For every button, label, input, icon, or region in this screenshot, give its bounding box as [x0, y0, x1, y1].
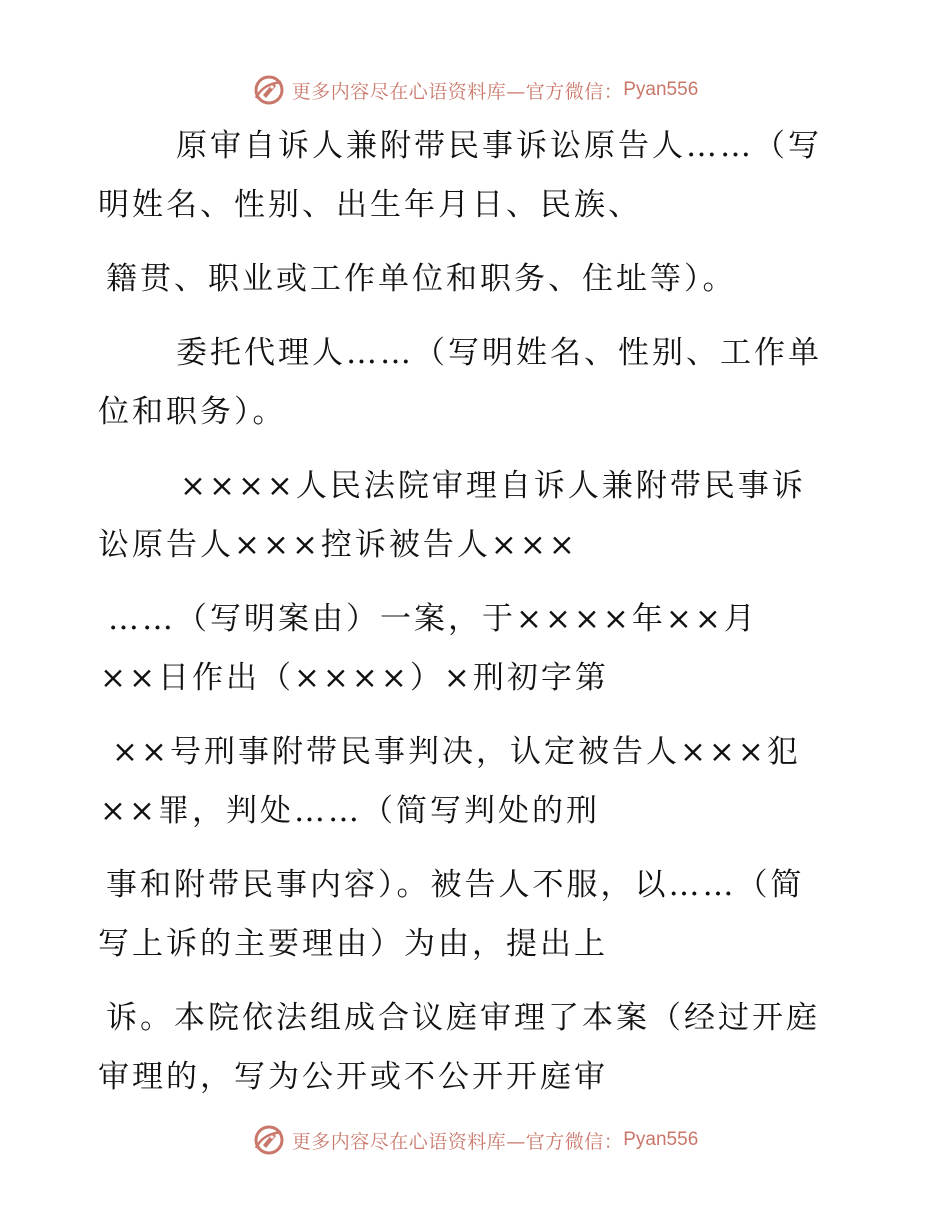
body-line-13: 写上诉的主要理由）为由，提出上 [98, 926, 608, 962]
body-line-7: 讼原告人×××控诉被告人××× [98, 527, 578, 563]
header-wechat-id: Pyan556 [623, 79, 699, 100]
body-line-9: ××日作出（××××）×刑初字第 [100, 660, 609, 696]
footer-banner [0, 1120, 950, 1160]
body-line-10: ××号刑事附带民事判决，认定被告人×××犯 [112, 734, 801, 770]
body-line-12: 事和附带民事内容）。被告人不服，以……（简 [106, 867, 805, 903]
body-line-14: 诉。本院依法组成合议庭审理了本案（经过开庭 [106, 1000, 820, 1036]
body-line-2: 明姓名、性别、出生年月日、民族、 [98, 187, 642, 223]
header-text: 更多内容尽在心语资料库—官方微信： [291, 80, 624, 103]
pen-nib-logo-icon [252, 1123, 286, 1157]
body-line-5: 位和职务）。 [98, 394, 287, 430]
body-line-4: 委托代理人……（写明姓名、性别、工作单 [176, 335, 822, 371]
footer-wechat-id: Pyan556 [623, 1129, 699, 1150]
body-line-15: 审理的，写为公开或不公开开庭审 [98, 1059, 608, 1095]
body-line-8: ……（写明案由）一案，于××××年××月 [108, 601, 758, 637]
body-line-6: ××××人民法院审理自诉人兼附带民事诉 [180, 468, 806, 504]
body-line-1: 原审自诉人兼附带民事诉讼原告人……（写 [176, 128, 822, 164]
footer-text: 更多内容尽在心语资料库—官方微信： [291, 1130, 624, 1153]
body-line-11: ××罪，判处……（简写判处的刑 [100, 793, 600, 829]
body-line-3: 籍贯、职业或工作单位和职务、住址等）。 [106, 261, 737, 297]
